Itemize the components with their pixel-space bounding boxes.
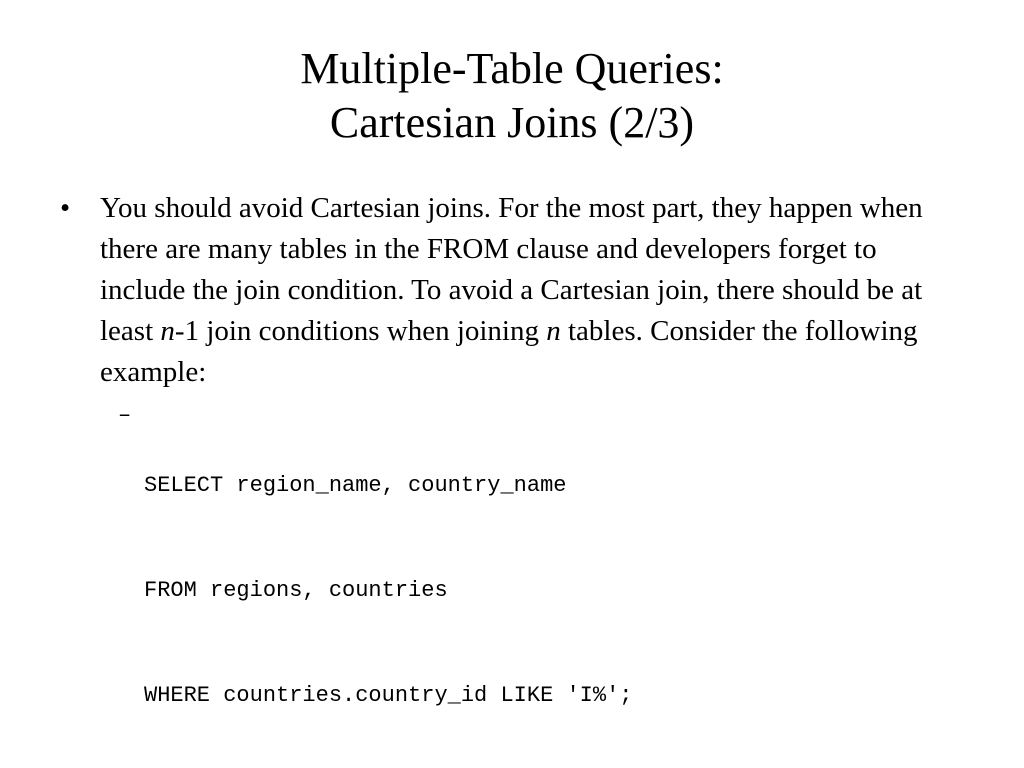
bullet-item — [60, 188, 960, 393]
sub-item — [118, 398, 632, 768]
bullet-marker: • — [60, 192, 71, 224]
code-line-1: SELECT region_name, country_name — [144, 473, 567, 498]
title-line-1: Multiple-Table Queries: — [300, 44, 724, 93]
sub-bullet-marker: – — [118, 403, 132, 428]
title-line-2: Cartesian Joins (2/3) — [329, 98, 695, 147]
bullet-text-part-1: You should avoid Cartesian joins. For the most part, they happen when there are many tables in the FROM clause and developers forget to include the join condition. To avoid a Cartesian join, there should be at least — [100, 192, 923, 347]
bullet-text-part-3: tables. Consider the following example: — [100, 315, 918, 388]
bullet-text — [100, 188, 960, 393]
code-line-2: FROM regions, countries — [144, 578, 448, 603]
bullet-italic-n-2: n — [546, 315, 561, 347]
bullet-italic-n-1: n — [160, 315, 175, 347]
sql-code-block — [144, 398, 632, 768]
code-line-3: WHERE countries.country_id LIKE 'I%'; — [144, 683, 633, 708]
slide-title — [0, 42, 1024, 150]
bullet-text-part-2: -1 join conditions when joining — [174, 315, 547, 347]
